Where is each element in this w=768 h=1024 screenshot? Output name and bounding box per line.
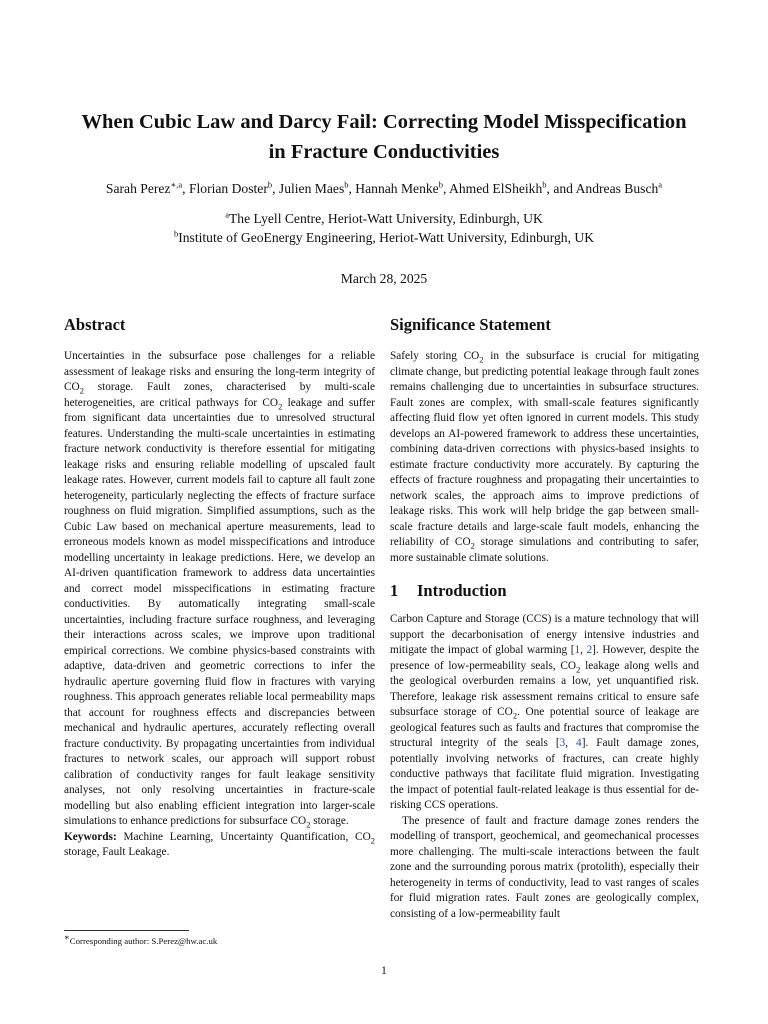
author-list: Sarah Perez$^{∗,a}$, Florian Doster$^b$, Julien Maes$^b$, Hannah Menke$^b$, Ahmed ElSheikh$^b$, and Andreas Busch$^a$ [105, 179, 663, 196]
footnote: ∗Corresponding author: S.Perez@hw.ac.uk [64, 930, 375, 947]
citation-1[interactable]: 1 [574, 644, 581, 656]
affiliation-b: $^b$Institute of GeoEnergy Engineering, Heriot-Watt University, Edinburgh, UK [173, 228, 595, 245]
corresponding-author[interactable]: Corresponding author: S.Perez@hw.ac.uk [69, 936, 218, 946]
keywords: Keywords: Machine Learning, Uncertainty Quantification, $CO_2$ storage, Fault Leakage. [64, 830, 375, 858]
left-column [64, 314, 375, 861]
citation-4[interactable]: 4 [576, 737, 582, 749]
author-4: Hannah Menke$^b$ [355, 179, 443, 196]
affiliations [30, 209, 738, 247]
keywords-label: Keywords: [64, 830, 117, 843]
introduction-heading: 1 Introduction [390, 581, 507, 600]
right-column [390, 314, 699, 922]
footnote-rule [64, 930, 189, 931]
author-3: Julien Maes$^b$ [278, 179, 349, 196]
section-number: 1 [390, 581, 399, 600]
significance-text: Safely storing $CO_2$ in the subsurface is crucial for mitigating climate change, but predicting potential leakage through fault zones remains challenging due to uncertainties in subsurface structures. Fault zones are complex, with small-scale features significantly affecting fluid flow yet often ignored in current models. This study develops an AI-powered framework to address these uncertainties, combining data-driven corrections with physics-based insights to estimate fracture conductivity more accurately. By capturing the effects of fracture roughness and propagating their uncertainties to network scales, the approach aims to improve predictions of leakage risks. This work will help bridge the gap between small-scale fracture details and large-scale fault models, enhancing the reliability of $CO_2$ storage simulations and contributing to safer, more sustainable climate solutions. [390, 350, 699, 564]
page-number: 1 [381, 965, 387, 977]
title-line-1: When Cubic Law and Darcy Fail: Correcting Model Misspecification [81, 111, 687, 133]
author-5: Ahmed ElSheikh$^b$ [449, 179, 547, 196]
publication-date: March 28, 2025 [340, 271, 428, 286]
abstract-text: Uncertainties in the subsurface pose challenges for a reliable assessment of leakage risks and ensuring the long-term integrity of $CO_2$ storage. Fault zones, characterised by multi-scale heterogeneities, are critical pathways for $CO_2$ leakage and suffer from significant data uncertainties due to unresolved structural features. Understanding the multi-scale uncertainties in estimating fracture network conductivity is therefore essential for mitigating leakage risks and ensuring reliable modelling of upscaled fault leakage rates. However, current models fail to capture all fault zone heterogeneity, particularly neglecting the effects of fracture surface roughness on fluid migration. Simplified assumptions, such as the Cubic Law based on mechanical aperture measurements, lead to erroneous models known as model misspecifications and introduce modelling uncertainty in leakage predictions. Here, we develop an AI-driven quantification framework to address data uncertainties and correct model misspecifications in estimating fracture conductivities. By automatically integrating small-scale uncertainties, including fracture surface roughness, and leveraging their interactions across scales, we improve upon traditional empirical corrections. We combine physics-based constraints with adaptive, data-driven and geometric corrections to infer the hydraulic aperture governing fluid flow in fractures with varying roughness. This approach generates reliable local permeability maps that account for roughness effects and discrepancies between mechanical and hydraulic apertures, accurately reflecting overall fracture conductivity. By propagating uncertainties from individual fractures to network scales, our approach will support robust calibration of conductivity ranges for fault leakage sensitivity analyses, not only resolving uncertainties in fracture-scale modelling but also enabling efficient integration into larger-scale simulations to enhance predictions for subsurface $CO_2$ storage. [64, 350, 375, 830]
introduction-paragraph-2: The presence of fault and fracture damage zones renders the modelling of transport, geochemical, and geomechanical processes more challenging. The multi-scale interactions between the fault zone and the surrounding porous matrix (protolith), especially their heterogeneity in terms of conductivity, lead to vast ranges of scales for fluid migration rates. Fault zones are geologically complex, consisting of a low-permeability fault [390, 814, 699, 920]
paper-title [40, 107, 728, 167]
abstract-heading: Abstract [64, 315, 126, 334]
citation-3[interactable]: 3 [559, 737, 566, 749]
author-2: Florian Doster$^b$ [188, 179, 273, 196]
citation-2[interactable]: 2 [586, 644, 593, 656]
title-line-2: in Fracture Conductivities [268, 141, 500, 163]
introduction-paragraph-1: Carbon Capture and Storage (CCS) is a mature technology that will support the decarbonisation of energy intensive industries and mitigate the impact of global warming [1, 2]. However, despite the presence of low-permeability seals, $CO_2$ leakage along wells and the geological overburden remains a low, yet unquantified risk. Therefore, leakage risk assessment remains critical to ensure safe subsurface storage of $CO_2$. One potential source of leakage are geological features such as faults and fractures that compromise the structural integrity of the seals [3, 4]. Fault damage zones, potentially involving networks of fractures, can create highly conductive pathways that facilitate fluid migration. Investigating the impact of potential fault-related leakage is thus essential for de-risking CCS operations. [390, 613, 700, 811]
author-6: Andreas Busch$^a$ [575, 179, 663, 196]
significance-heading: Significance Statement [390, 315, 551, 334]
author-1: Sarah Perez$^{∗,a}$ [105, 179, 183, 196]
affiliation-a: $^a$The Lyell Centre, Heriot-Watt University, Edinburgh, UK [225, 209, 543, 226]
